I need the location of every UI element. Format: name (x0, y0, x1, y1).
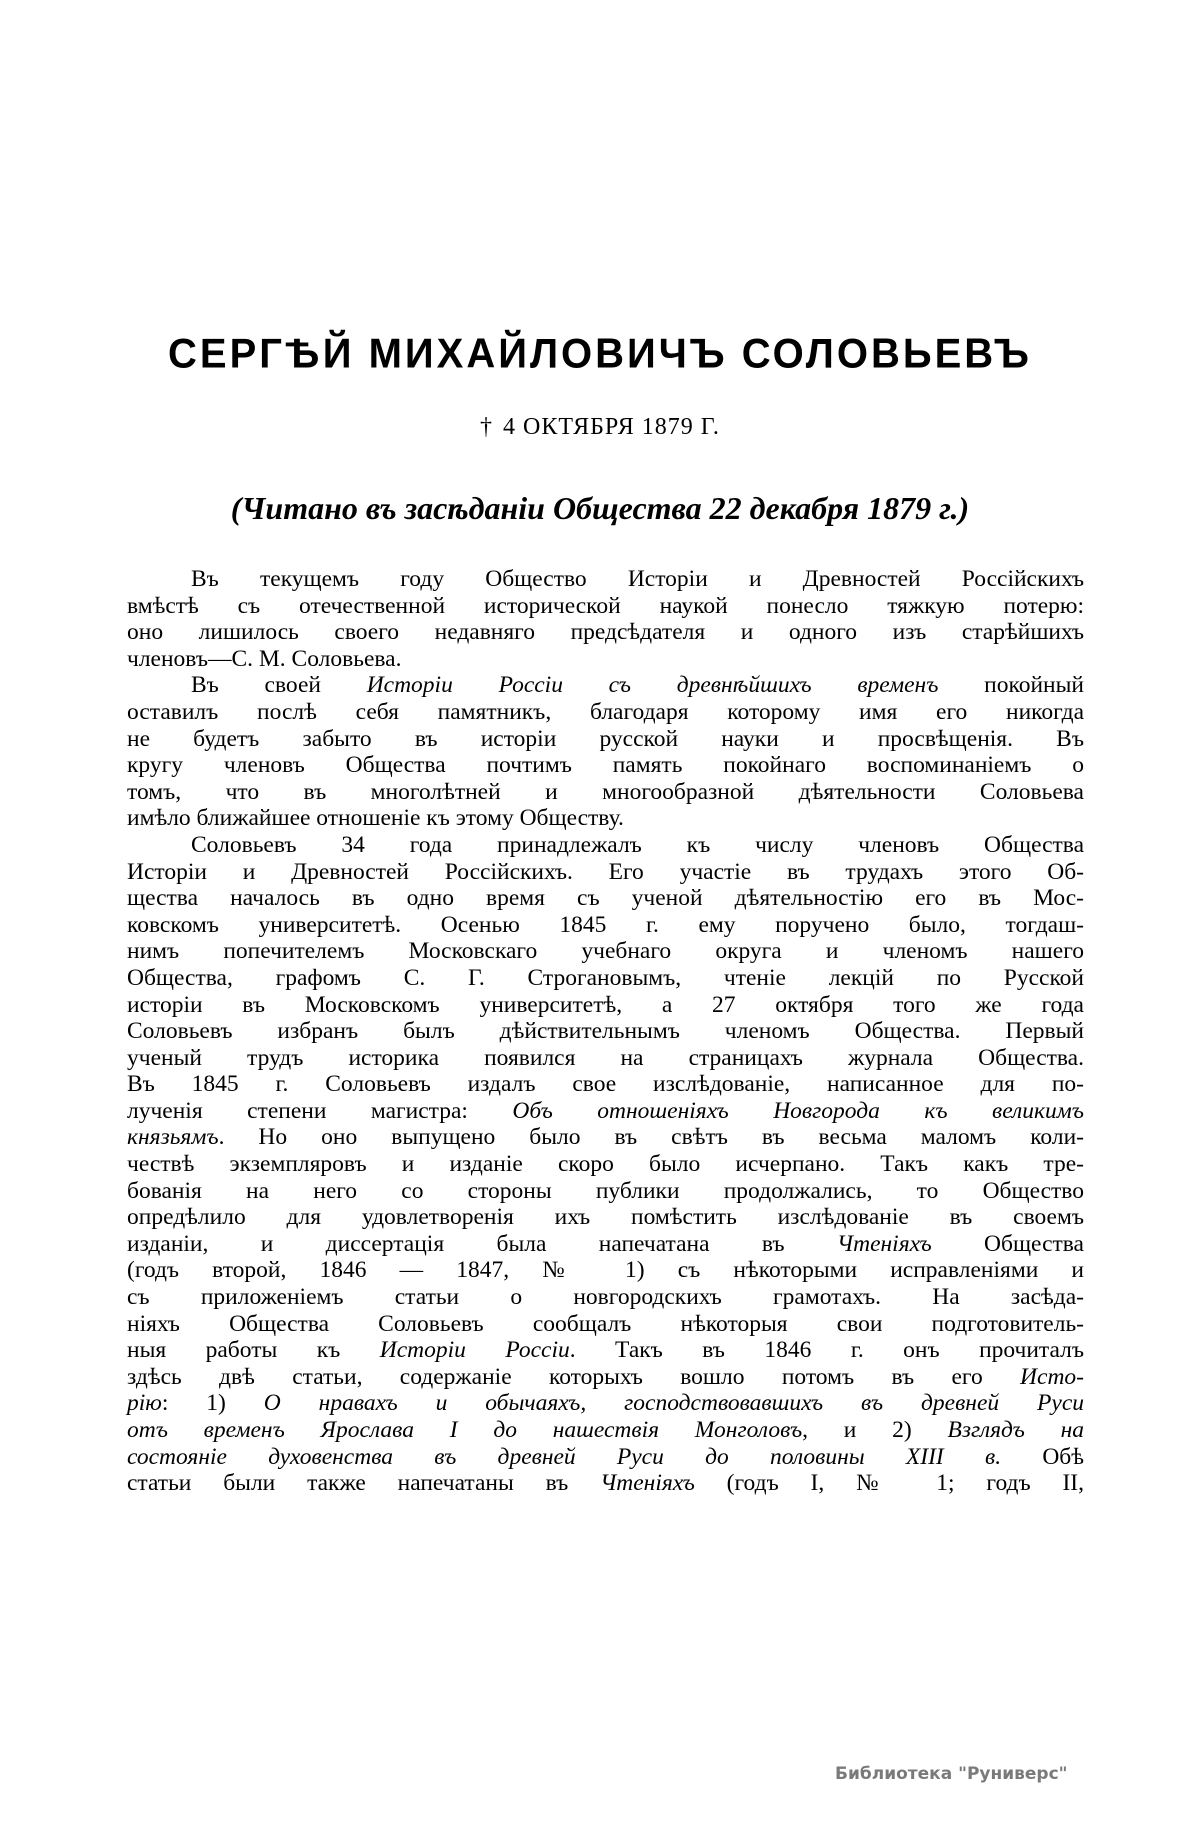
text-line (127, 938, 1084, 965)
text-run: . Но оно выпущено было въ свѣтъ въ весьма маломъ коли- (218, 1124, 1084, 1151)
text-run: Соловьевъ 34 года принадлежалъ къ числу членовъ Общества (191, 831, 1084, 858)
text-line (127, 832, 1084, 859)
text-run: ныя работы къ (127, 1337, 380, 1364)
text-run: имѣло ближайшее отношеніе къ этому Обществу. (127, 805, 624, 832)
italic-title-run: Объ отношеніяхъ Новгорода къ великимъ (512, 1097, 1084, 1124)
italic-title-run: Чтеніяхъ (836, 1230, 932, 1257)
text-line (127, 1045, 1084, 1072)
italic-title-run: отъ временъ Ярослава I до нашествія Монголовъ (127, 1417, 803, 1443)
text-line (127, 726, 1084, 753)
text-line (127, 1151, 1084, 1178)
text-line (127, 1417, 1084, 1444)
text-run: ніяхъ Общества Соловьевъ сообщалъ нѣкоторыя свои подготовитель- (127, 1310, 1084, 1337)
text-run: не будетъ забыто въ исторіи русской науки и просвѣщенія. Въ (127, 725, 1084, 752)
text-line (127, 619, 1084, 646)
text-run: опредѣлило для удовлетворенія ихъ помѣстить изслѣдованіе въ своемъ (127, 1204, 1084, 1231)
paragraph (127, 672, 1084, 832)
text-run: Въ текущемъ году Общество Исторіи и Древностей Россійскихъ (191, 566, 1084, 592)
library-watermark: Библиотека "Руниверс" (835, 1764, 1068, 1784)
body-text (127, 566, 1084, 1497)
text-run: здѣсь двѣ статьи, содержаніе которыхъ вошло потомъ въ его (127, 1363, 1021, 1390)
text-run: лученія степени магистра: (127, 1097, 513, 1124)
text-line (127, 1124, 1084, 1151)
text-line (127, 1284, 1084, 1311)
text-run: Въ 1845 г. Соловьевъ издалъ свое изслѣдованіе, написанное для по- (127, 1071, 1084, 1098)
text-run: оно лишилось своего недавняго предсѣдателя и одного изъ старѣйшихъ (127, 619, 1084, 646)
text-run: изданіи, и диссертація была напечатана въ (127, 1230, 837, 1257)
text-line (127, 805, 1084, 832)
text-line (127, 1257, 1084, 1284)
italic-title-run: Исторіи Россіи (379, 1337, 570, 1364)
text-run: нимъ попечителемъ Московскаго учебнаго округа и членомъ нашего (127, 938, 1084, 965)
text-line (127, 699, 1084, 726)
text-line (127, 992, 1084, 1019)
text-run: кругу членовъ Общества почтимъ память покойнаго воспоминаніемъ о (127, 752, 1084, 779)
text-line (127, 912, 1084, 939)
text-run: Обѣ (1001, 1443, 1085, 1470)
text-run: Общества (931, 1230, 1084, 1257)
text-run: статьи были также напечатаны въ (127, 1470, 601, 1497)
text-run: ученый трудъ историка появился на страницахъ журнала Общества. (127, 1044, 1084, 1071)
italic-title-run: князьямъ (127, 1124, 219, 1151)
text-line (127, 1364, 1084, 1391)
text-line (127, 593, 1084, 620)
italic-title-run: О нравахъ и обычаяхъ, господствовавшихъ въ древней Руси (263, 1390, 1085, 1417)
text-run: оставилъ послѣ себя памятникъ, благодаря которому имя его никогда (127, 698, 1084, 725)
text-line (127, 1311, 1084, 1338)
text-run: (годъ второй, 1846 — 1847, № 1) съ нѣкоторыми исправленіями и (127, 1257, 1084, 1284)
text-line (127, 885, 1084, 912)
death-date-text: 4 ОКТЯБРЯ 1879 Г. (503, 414, 720, 440)
italic-title-run: состояніе духовенства въ древней Руси до половины XIII в. (127, 1443, 1002, 1470)
text-run: Въ своей (191, 672, 367, 699)
text-run: томъ, что въ многолѣтней и многообразной дѣятельности Соловьева (127, 778, 1084, 805)
text-line (127, 672, 1084, 699)
text-line (127, 1470, 1084, 1497)
text-run: исторіи въ Московскомъ университетѣ, а 27 октября того же года (127, 991, 1084, 1018)
text-line (127, 1390, 1084, 1417)
text-line (127, 566, 1084, 593)
text-line (127, 1231, 1084, 1258)
text-line (127, 859, 1084, 886)
text-run: Общества, графомъ С. Г. Строгановымъ, чтеніе лекцій по Русской (127, 964, 1084, 991)
text-run: съ приложеніемъ статьи о новгородскихъ грамотахъ. На засѣда- (127, 1284, 1084, 1311)
text-run: , и 2) (802, 1417, 948, 1443)
text-run: : 1) (161, 1390, 264, 1417)
text-line (127, 646, 1084, 673)
italic-title-run: Исто- (1020, 1363, 1084, 1390)
italic-title-run: Чтеніяхъ (600, 1470, 695, 1497)
text-line (127, 1337, 1084, 1364)
text-run: членовъ—С. М. Соловьева. (127, 645, 402, 672)
italic-title-run: рію (127, 1390, 162, 1417)
text-line (127, 1071, 1084, 1098)
text-line (127, 1018, 1084, 1045)
text-line (127, 752, 1084, 779)
text-line (127, 1178, 1084, 1205)
document-title: СЕРГѢЙ МИХАЙЛОВИЧЪ СОЛОВЬЕВЪ (168, 330, 1032, 378)
text-run: Соловьевъ избранъ былъ дѣйствительнымъ членомъ Общества. Первый (127, 1018, 1084, 1045)
text-run: ковскомъ университетѣ. Осенью 1845 г. ему поручено было, тогдаш- (127, 911, 1084, 938)
text-run: вмѣстѣ съ отечественной исторической наукой понесло тяжкую потерю: (127, 592, 1084, 619)
italic-title-run: Исторіи Россіи съ древнѣйшихъ временъ (366, 672, 939, 699)
text-run: Исторіи и Древностей Россійскихъ. Его участіе въ трудахъ этого Об- (127, 858, 1084, 885)
text-line (127, 779, 1084, 806)
paragraph (127, 832, 1084, 1497)
text-run: . Такъ въ 1846 г. онъ прочиталъ (569, 1337, 1084, 1364)
text-run: бованія на него со стороны публики продолжались, то Общество (127, 1177, 1084, 1204)
text-line (127, 1098, 1084, 1125)
text-run: покойный (938, 672, 1084, 699)
italic-title-run: Взглядъ на (947, 1417, 1084, 1443)
paragraph (127, 566, 1084, 672)
dagger-icon: † (480, 414, 494, 440)
death-date-line (0, 414, 1200, 441)
text-run: чествѣ экземпляровъ и изданіе скоро было исчерпано. Такъ какъ тре- (127, 1151, 1084, 1178)
text-run: (годъ I, № 1; годъ II, (694, 1470, 1084, 1497)
text-run: щества началось въ одно время съ ученой дѣятельностію его въ Мос- (127, 885, 1084, 912)
read-note: (Читано въ засѣданіи Общества 22 декабря 1879 г.) (230, 490, 970, 526)
text-line (127, 965, 1084, 992)
text-line (127, 1444, 1084, 1471)
text-line (127, 1204, 1084, 1231)
